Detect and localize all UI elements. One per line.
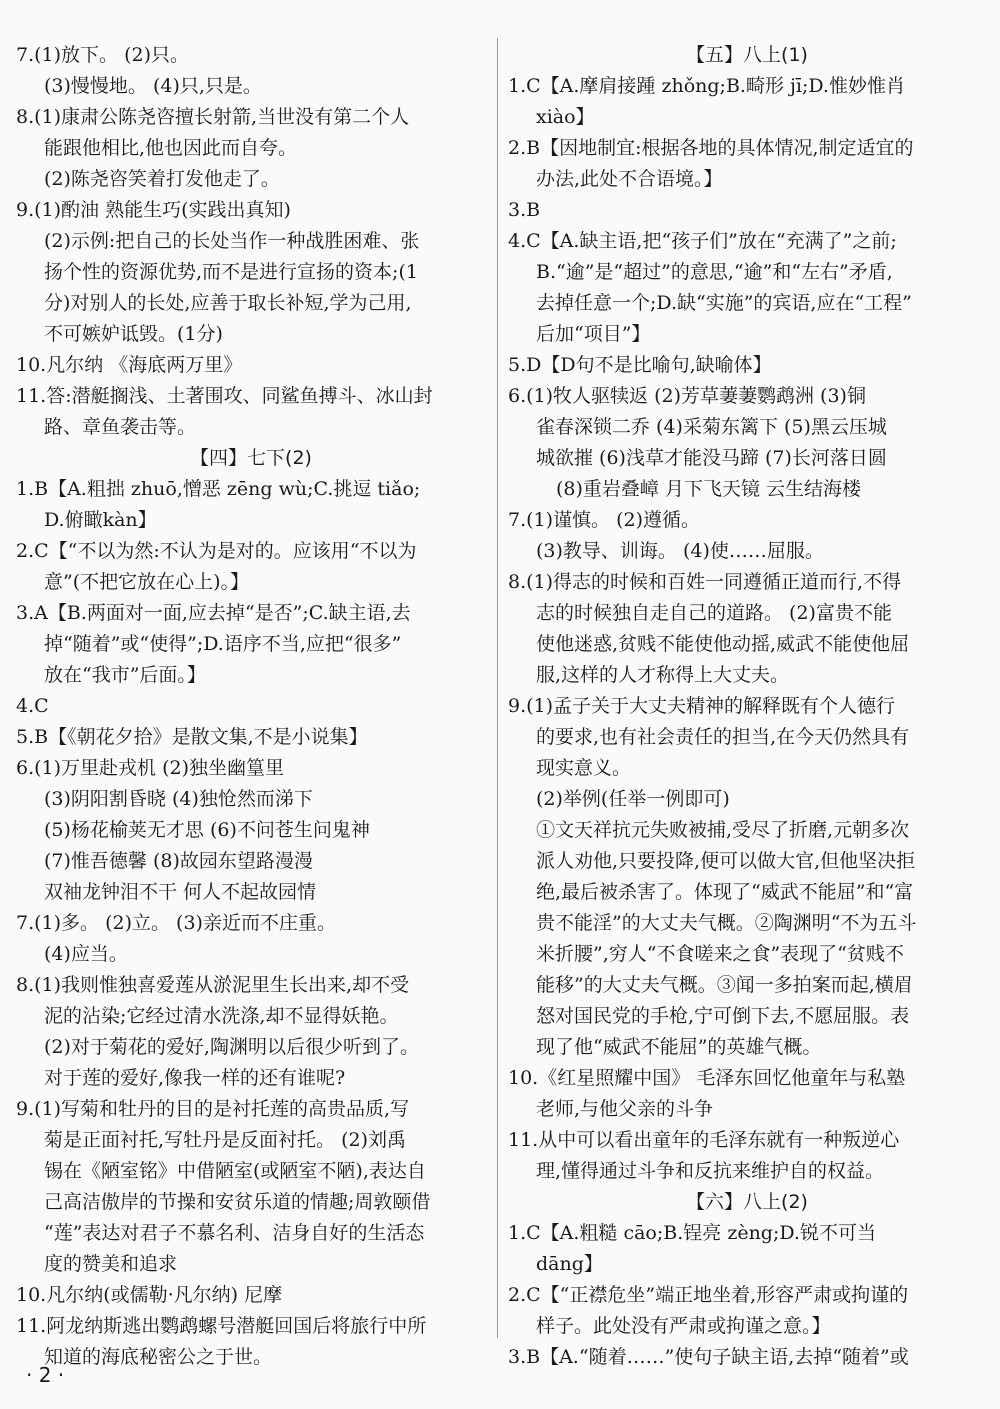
- answer-line: (4)应当。: [44, 943, 128, 965]
- answer-line: (8)重岩叠嶂 月下飞天镜 云生结海楼: [556, 478, 861, 500]
- answer-line: dāng】: [536, 1253, 603, 1275]
- answer-line: 7.(1)谨慎。 (2)遵循。: [508, 509, 700, 531]
- answer-line: 志的时候独自走自己的道路。 (2)富贵不能: [536, 602, 892, 624]
- answer-line: 绝,最后被杀害了。体现了“威武不能屈”和“富: [536, 881, 914, 903]
- answer-line: 4.C: [16, 695, 49, 717]
- left-column: [16, 40, 486, 1373]
- answer-line: xiào】: [536, 106, 595, 128]
- answer-line: 分)对别人的长处,应善于取长补短,学为己用,: [44, 292, 412, 314]
- answer-line: (3)慢慢地。 (4)只,只是。: [44, 75, 262, 97]
- answer-line: 9.(1)孟子关于大丈夫精神的解释既有个人德行: [508, 695, 896, 717]
- answer-line: D.俯瞰kàn】: [44, 509, 157, 531]
- answer-line: 派人劝他,只要投降,便可以做大官,但他坚决拒: [536, 850, 916, 872]
- answer-line: 11.从中可以看出童年的毛泽东就有一种叛逆心: [508, 1129, 900, 1151]
- answer-line: 己高洁傲岸的节操和安贫乐道的情趣;周敦颐借: [44, 1191, 431, 1213]
- right-column: [508, 40, 986, 1373]
- answer-line: 7.(1)多。 (2)立。 (3)亲近而不庄重。: [16, 912, 336, 934]
- answer-line: ①文天祥抗元失败被捕,受尽了折磨,元朝多次: [536, 819, 910, 841]
- answer-line: (7)惟吾德馨 (8)故园东望路漫漫: [44, 850, 313, 872]
- answer-line: 3.B【A.“随着……”使句子缺主语,去掉“随着”或: [508, 1346, 909, 1368]
- answer-line: 城欲摧 (6)浅草才能没马蹄 (7)长河落日圆: [536, 447, 887, 469]
- answer-line: 4.C【A.缺主语,把“孩子们”放在“充满了”之前;: [508, 230, 897, 252]
- answer-line: (5)杨花榆荚无才思 (6)不问苍生问鬼神: [44, 819, 370, 841]
- answer-line: 能移”的大丈夫气概。③闻一多拍案而起,横眉: [536, 974, 913, 996]
- answer-line: (2)举例(任举一例即可): [536, 788, 730, 810]
- answer-line: 2.C【“正襟危坐”端正地坐着,形容严肃或拘谨的: [508, 1284, 909, 1306]
- answer-line: 1.B【A.粗拙 zhuō,憎恶 zēng wù;C.挑逗 tiǎo;: [16, 478, 421, 500]
- answer-line: 服,这样的人才称得上大丈夫。: [536, 664, 790, 686]
- answer-line: B.“逾”是“超过”的意思,“逾”和“左右”矛盾,: [536, 261, 893, 283]
- answer-line: 7.(1)放下。 (2)只。: [16, 44, 189, 66]
- answer-line: 现实意义。: [536, 757, 632, 779]
- answer-line: 后加“项目”】: [536, 323, 651, 345]
- answer-line: 不可嫉妒诋毁。(1分): [44, 323, 223, 345]
- answer-line: 雀春深锁二乔 (4)采菊东篱下 (5)黑云压城: [536, 416, 887, 438]
- answer-line: 11.阿龙纳斯逃出鹦鹉螺号潜艇回国后将旅行中所: [16, 1315, 427, 1337]
- answer-line: 5.B【《朝花夕拾》是散文集,不是小说集】: [16, 726, 368, 748]
- answer-line: 样子。此处没有严肃或拘谨之意。】: [536, 1315, 831, 1337]
- answer-line: 8.(1)得志的时候和百姓一同遵循正道而行,不得: [508, 571, 902, 593]
- answer-line: “莲”表达对君子不慕名利、洁身自好的生活态: [44, 1222, 425, 1244]
- answer-line: 菊是正面衬托,写牡丹是反面衬托。 (2)刘禹: [44, 1129, 406, 1151]
- section-heading: 【五】八上(1): [686, 44, 808, 66]
- answer-line: 米折腰”,穷人“不食嗟来之食”表现了“贫贱不: [536, 943, 904, 965]
- answer-line: 2.B【因地制宜:根据各地的具体情况,制定适宜的: [508, 137, 914, 159]
- page-number: · 2 ·: [26, 1363, 65, 1387]
- answer-line: 放在“我市”后面。】: [44, 664, 206, 686]
- answer-line: 路、章鱼袭击等。: [44, 416, 197, 438]
- answer-line: 3.B: [508, 199, 541, 221]
- answer-line: 扬个性的资源优势,而不是进行宣扬的资本;(1: [44, 261, 418, 283]
- answer-line: 6.(1)牧人驱犊返 (2)芳草萋萋鹦鹉洲 (3)铜: [508, 385, 866, 407]
- answer-line: 现了他“威武不能屈”的英雄气概。: [536, 1036, 822, 1058]
- answer-line: 1.C【A.粗糙 cāo;B.锃亮 zèng;D.锐不可当: [508, 1222, 876, 1244]
- answer-line: (2)示例:把自己的长处当作一种战胜困难、张: [44, 230, 420, 252]
- answer-line: 11.答:潜艇搁浅、土著围攻、同鲨鱼搏斗、冰山封: [16, 385, 433, 407]
- answer-line: 使他迷惑,贫贱不能使他动摇,威武不能使他屈: [536, 633, 910, 655]
- answer-line: 能跟他相比,他也因此而自夸。: [44, 137, 298, 159]
- answer-line: (3)教导、训诲。 (4)使……屈服。: [536, 540, 824, 562]
- section-heading: 【四】七下(2): [190, 447, 312, 469]
- answer-line: 去掉任意一个;D.缺“实施”的宾语,应在“工程”: [536, 292, 912, 314]
- answer-line: 8.(1)康肃公陈尧咨擅长射箭,当世没有第二个人: [16, 106, 410, 128]
- answer-line: 5.D【D句不是比喻句,缺喻体】: [508, 354, 772, 376]
- answer-line: 掉“随着”或“使得”;D.语序不当,应把“很多”: [44, 633, 402, 655]
- section-heading: 【六】八上(2): [686, 1191, 808, 1213]
- answer-line: 9.(1)酌油 熟能生巧(实践出真知): [16, 199, 291, 221]
- answer-line: 锡在《陋室铭》中借陋室(或陋室不陋),表达自: [44, 1160, 426, 1182]
- answer-line: 6.(1)万里赴戎机 (2)独坐幽篁里: [16, 757, 284, 779]
- answer-line: 10.《红星照耀中国》 毛泽东回忆他童年与私塾: [508, 1067, 906, 1089]
- answer-line: (3)阴阳割昏晓 (4)独怆然而涕下: [44, 788, 313, 810]
- answer-line: 3.A【B.两面对一面,应去掉“是否”;C.缺主语,去: [16, 602, 411, 624]
- answer-line: 1.C【A.摩肩接踵 zhǒng;B.畸形 jī;D.惟妙惟肖: [508, 75, 905, 97]
- answer-line: (2)陈尧咨笑着打发他走了。: [44, 168, 280, 190]
- answer-line: (2)对于菊花的爱好,陶渊明以后很少听到了。: [44, 1036, 419, 1058]
- answer-line: 度的赞美和追求: [44, 1253, 178, 1275]
- answer-line: 意”(不把它放在心上)。】: [44, 571, 250, 593]
- answer-line: 理,懂得通过斗争和反抗来维护自的权益。: [536, 1160, 885, 1182]
- answer-line: 对于莲的爱好,像我一样的还有谁呢?: [44, 1067, 346, 1089]
- answer-line: 双袖龙钟泪不干 何人不起故园情: [44, 881, 317, 903]
- answer-line: 老师,与他父亲的斗争: [536, 1098, 714, 1120]
- answer-line: 2.C【“不以为然:不认为是对的。应该用“不以为: [16, 540, 417, 562]
- answer-line: 9.(1)写菊和牡丹的目的是衬托莲的高贵品质,写: [16, 1098, 410, 1120]
- column-divider: [497, 38, 498, 1338]
- answer-line: 的要求,也有社会责任的担当,在今天仍然具有: [536, 726, 910, 748]
- answer-line: 怒对国民党的手枪,宁可倒下去,不愿屈服。表: [536, 1005, 910, 1027]
- answer-line: 10.凡尔纳 《海底两万里》: [16, 354, 243, 376]
- answer-line: 8.(1)我则惟独喜爱莲从淤泥里生长出来,却不受: [16, 974, 410, 996]
- answer-line: 贵不能淫”的大丈夫气概。②陶渊明“不为五斗: [536, 912, 917, 934]
- answer-line: 办法,此处不合语境。】: [536, 168, 723, 190]
- answer-line: 泥的沾染;它经过清水洗涤,却不显得妖艳。: [44, 1005, 399, 1027]
- answer-line: 10.凡尔纳(或儒勒·凡尔纳) 尼摩: [16, 1284, 283, 1306]
- answer-line: 知道的海底秘密公之于世。: [44, 1346, 273, 1368]
